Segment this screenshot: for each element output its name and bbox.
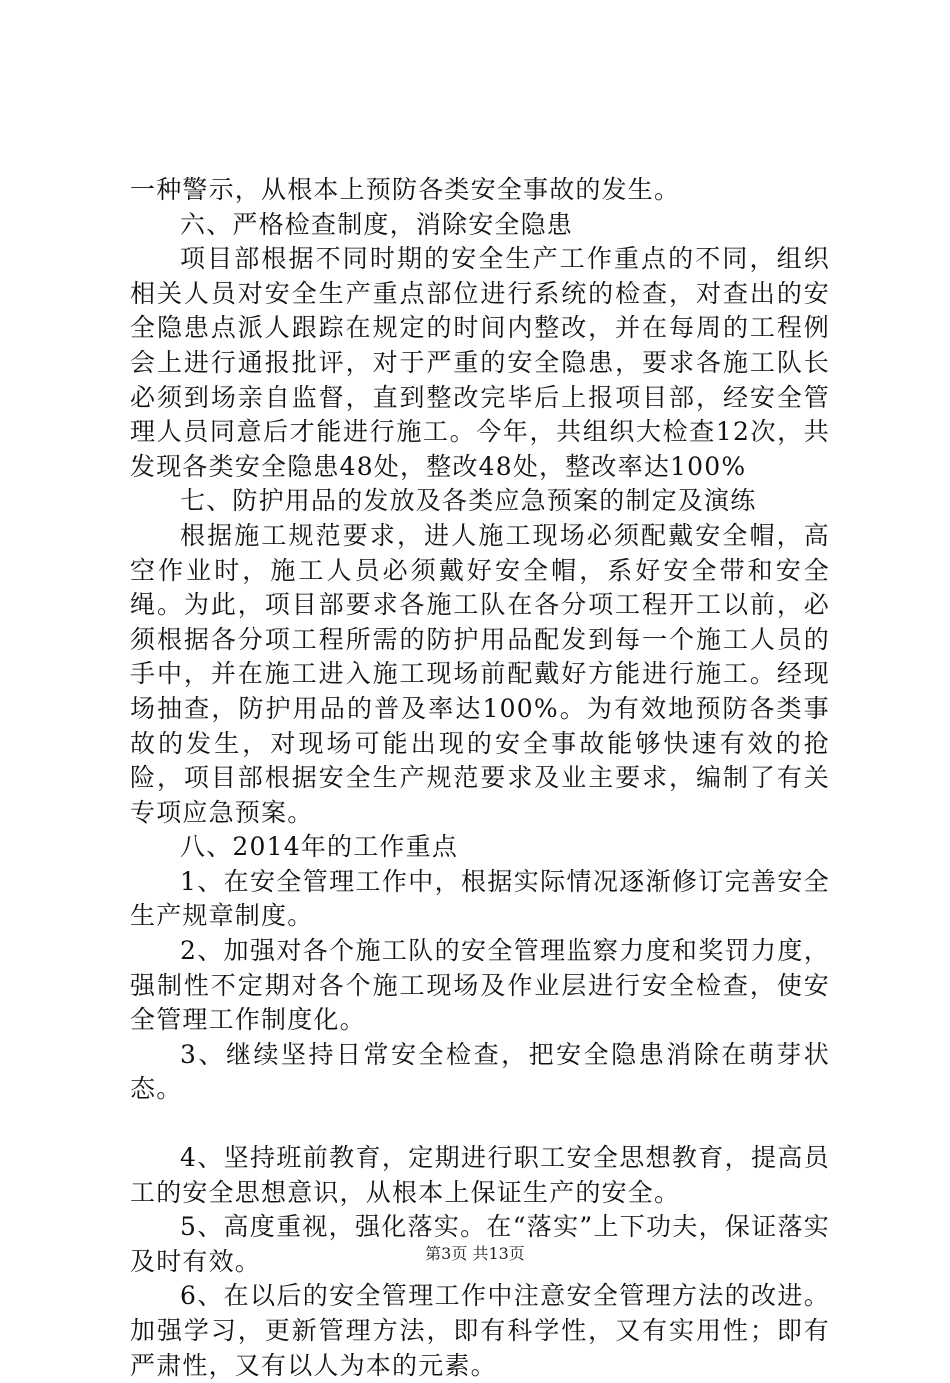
document-body: [130, 173, 830, 1383]
section-heading-8: 八、2014年的工作重点: [180, 832, 459, 862]
section-heading-6: 六、严格检查制度，消除安全隐患: [180, 209, 574, 239]
paragraph-protective-equipment: 根据施工规范要求，进人施工现场必须配戴安全帽，高空作业时，施工人员必须戴好安全帽，系好安全带和安全绳。为此，项目部要求各施工队在各分项工程开工以前，必须根据各分项工程所需的防护用品配发到每一个施工人员的手中，并在施工进入施工现场前配戴好方能进行施工。经现场抽查，防护用品的普及率达100%。为有效地预防各类事故的发生，对现场可能出现的安全事故能够快速有效的抢险，项目部根据安全生产规范要求及业主要求，编制了有关专项应急预案。: [130, 520, 830, 827]
section-heading-7: 七、防护用品的发放及各类应急预案的制定及演练: [180, 486, 757, 516]
list-item-3: 3、继续坚持日常安全检查，把安全隐患消除在萌芽状态。: [130, 1039, 830, 1104]
paragraph-inspection: 项目部根据不同时期的安全生产工作重点的不同，组织相关人员对安全生产重点部位进行系统的检查，对查出的安全隐患点派人跟踪在规定的时间内整改，并在每周的工程例会上进行通报批评，对于严重的安全隐患，要求各施工队长必须到场亲自监督，直到整改完毕后上报项目部，经安全管理人员同意后才能进行施工。今年，共组织大检查12次，共发现各类安全隐患48处，整改48处，整改率达100%: [130, 244, 830, 481]
list-item-2: 2、加强对各个施工队的安全管理监察力度和奖罚力度，强制性不定期对各个施工现场及作业层进行安全检查，使安全管理工作制度化。: [130, 936, 830, 1035]
page-footer: 第3页 共13页: [425, 1244, 525, 1263]
paragraph-continuation: 一种警示，从根本上预防各类安全事故的发生。: [130, 175, 681, 204]
list-item-1: 1、在安全管理工作中，根据实际情况逐渐修订完善安全生产规章制度。: [130, 866, 830, 931]
list-item-5: 5、高度重视，强化落实。在“落实”上下功夫，保证落实及时有效。: [130, 1212, 830, 1276]
list-item-4: 4、坚持班前教育，定期进行职工安全思想教育，提高员工的安全思想意识，从根本上保证生产的安全。: [130, 1143, 830, 1207]
list-item-6: 6、在以后的安全管理工作中注意安全管理方法的改进。加强学习，更新管理方法，即有科学性，又有实用性；即有严肃性，又有以人为本的元素。: [130, 1281, 830, 1380]
